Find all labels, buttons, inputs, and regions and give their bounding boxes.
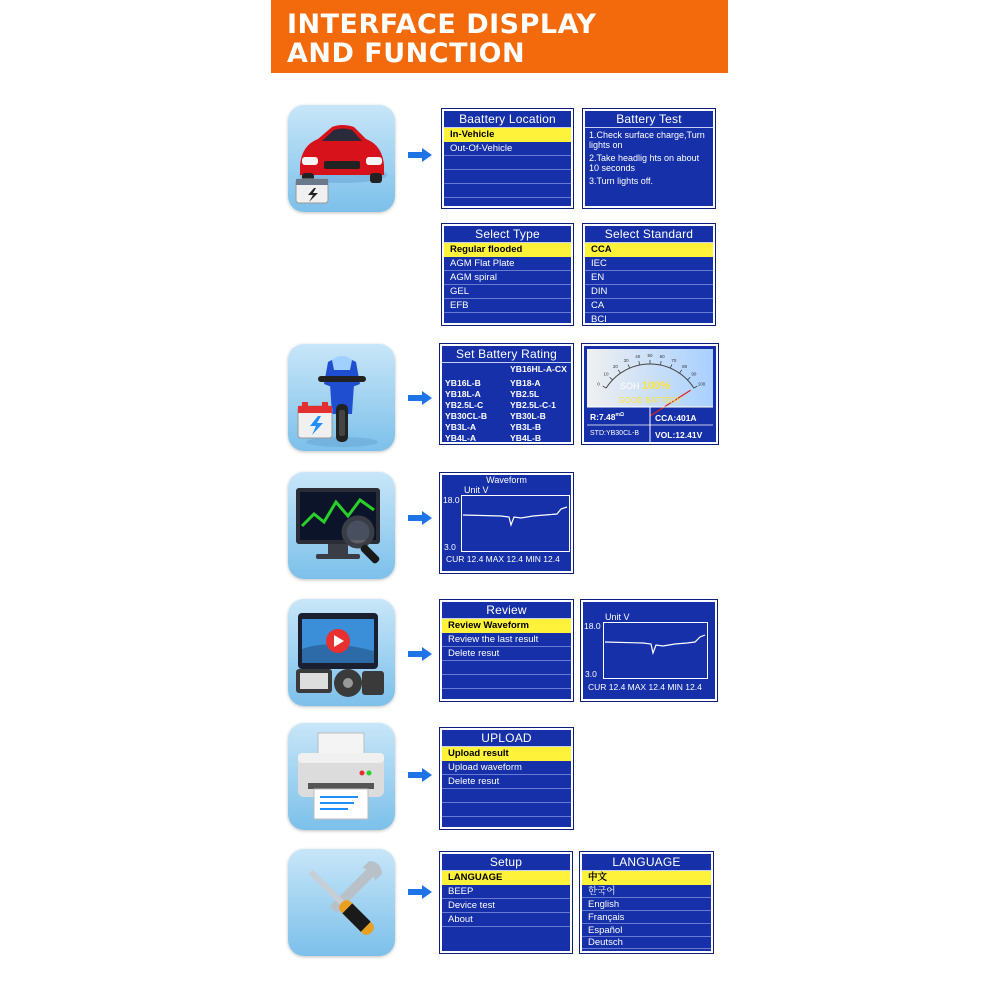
menu-item-empty bbox=[442, 675, 571, 689]
rating-option[interactable]: YB16L-B bbox=[445, 378, 481, 388]
gauge-tick-label: 90 bbox=[691, 371, 697, 377]
soh-value: 100% bbox=[642, 380, 671, 392]
screen-title: Setup bbox=[442, 854, 570, 871]
review-screen bbox=[440, 600, 573, 701]
screen-title: Battery Test bbox=[585, 111, 713, 128]
rating-option[interactable]: YB18-A bbox=[510, 378, 541, 388]
rating-option[interactable]: YB4L-A bbox=[445, 433, 477, 443]
wave-ymin-label: 3.0 bbox=[585, 669, 597, 679]
menu-item-in-vehicle[interactable]: In-Vehicle bbox=[444, 128, 571, 142]
arrow-right-icon bbox=[408, 885, 432, 899]
menu-item-type[interactable]: GEL bbox=[444, 285, 571, 299]
menu-item-out-of-vehicle[interactable]: Out-Of-Vehicle bbox=[444, 142, 571, 156]
wave-unit-label: Unit V bbox=[464, 485, 489, 495]
gauge-tick-label: 100 bbox=[697, 381, 706, 387]
menu-item-language[interactable]: LANGUAGE bbox=[442, 871, 570, 885]
menu-item-device-test[interactable]: Device test bbox=[442, 899, 570, 913]
test-result-screen bbox=[582, 344, 718, 444]
menu-item-empty bbox=[444, 170, 571, 184]
menu-item-empty bbox=[442, 661, 571, 675]
select-standard-screen bbox=[583, 224, 715, 325]
test-step-3: 3.Turn lights off. bbox=[589, 176, 654, 186]
gauge-tick-label: 0 bbox=[597, 381, 600, 387]
battery-location-screen bbox=[442, 109, 573, 208]
banner-title-line2: AND FUNCTION bbox=[287, 38, 526, 69]
menu-item-upload-result[interactable]: Upload result bbox=[442, 747, 571, 761]
rating-option[interactable]: YB30CL-B bbox=[445, 411, 488, 421]
menu-item-review-waveform[interactable]: Review Waveform bbox=[442, 619, 571, 633]
language-option[interactable]: Español bbox=[582, 924, 711, 937]
gauge-tick-label: 70 bbox=[671, 357, 677, 363]
menu-item-delete[interactable]: Delete resut bbox=[442, 775, 571, 789]
upload-screen bbox=[440, 728, 573, 829]
gauge-tick-label: 30 bbox=[623, 357, 629, 363]
arrow-right-icon bbox=[408, 391, 432, 405]
menu-item-standard[interactable]: BCI bbox=[585, 313, 713, 325]
resistance-unit: mΩ bbox=[615, 412, 624, 419]
rating-option[interactable]: YB2.5L-C bbox=[445, 400, 484, 410]
menu-item-delete[interactable]: Delete resut bbox=[442, 647, 571, 661]
test-step-2: 2.Take headlig hts on about 10 seconds bbox=[589, 153, 700, 173]
soh-gauge bbox=[584, 346, 716, 442]
cca-value: CCA:401A bbox=[655, 413, 697, 423]
menu-item-type[interactable]: EFB bbox=[444, 299, 571, 313]
language-option[interactable]: Deutsch bbox=[582, 937, 711, 949]
voltage-value: VOL:12.41V bbox=[655, 430, 703, 440]
menu-item-type[interactable]: AGM Flat Plate bbox=[444, 257, 571, 271]
menu-item-type[interactable]: AGM spiral bbox=[444, 271, 571, 285]
menu-item-type[interactable]: Regular flooded bbox=[444, 243, 571, 257]
gauge-tick-label: 20 bbox=[612, 363, 618, 369]
car-battery-icon bbox=[288, 105, 395, 212]
rating-option[interactable]: YB18L-A bbox=[445, 389, 481, 399]
wave-footer: CUR 12.4 MAX 12.4 MIN 12.4 bbox=[446, 554, 560, 564]
menu-item-empty bbox=[444, 156, 571, 170]
test-step-1: 1.Check surface charge,Turn lights on bbox=[589, 130, 705, 150]
menu-item-upload-waveform[interactable]: Upload waveform bbox=[442, 761, 571, 775]
monitor-magnifier-icon bbox=[288, 472, 395, 579]
battery-status: GOOD BATTERY bbox=[618, 396, 682, 405]
rating-option[interactable]: YB3L-A bbox=[445, 422, 477, 432]
wave-unit-label: Unit V bbox=[605, 612, 630, 622]
menu-item-standard[interactable]: CA bbox=[585, 299, 713, 313]
screen-title: UPLOAD bbox=[442, 730, 571, 747]
menu-item-about[interactable]: About bbox=[442, 913, 570, 927]
screen-title: Select Standard bbox=[585, 226, 713, 243]
review-waveform-screen bbox=[581, 600, 717, 701]
screwdriver-wrench-icon bbox=[288, 849, 395, 956]
gauge-tick-label: 60 bbox=[659, 354, 665, 360]
printer-icon bbox=[288, 723, 395, 830]
rating-option[interactable]: YB16HL-A-CX bbox=[510, 364, 567, 374]
language-option[interactable]: 한국어 bbox=[582, 885, 711, 898]
motorcycle-battery-icon bbox=[288, 344, 395, 451]
rating-option[interactable]: YB30L-B bbox=[510, 411, 546, 421]
menu-item-review-last[interactable]: Review the last result bbox=[442, 633, 571, 647]
video-film-icon bbox=[288, 599, 395, 706]
rating-option[interactable]: YB2.5L-C-1 bbox=[510, 400, 556, 410]
arrow-right-icon bbox=[408, 148, 432, 162]
waveform-screen bbox=[440, 473, 573, 573]
waveform-plot bbox=[461, 495, 571, 553]
rating-option[interactable]: YB4L-B bbox=[510, 433, 542, 443]
screen-title: Baattery Location bbox=[444, 111, 571, 128]
screen-title: Select Type bbox=[444, 226, 571, 243]
arrow-right-icon bbox=[408, 768, 432, 782]
setup-screen bbox=[440, 852, 572, 953]
arrow-right-icon bbox=[408, 647, 432, 661]
resistance-value: R:7.48 bbox=[590, 412, 616, 422]
menu-item-standard[interactable]: IEC bbox=[585, 257, 713, 271]
battery-test-screen bbox=[583, 109, 715, 208]
wave-footer: CUR 12.4 MAX 12.4 MIN 12.4 bbox=[588, 682, 702, 692]
rating-option[interactable]: YB3L-B bbox=[510, 422, 542, 432]
screen-title: LANGUAGE bbox=[582, 854, 711, 871]
select-type-screen bbox=[442, 224, 573, 325]
waveform-plot bbox=[603, 622, 709, 680]
menu-item-empty bbox=[442, 803, 571, 817]
arrow-right-icon bbox=[408, 511, 432, 525]
standard-value: STD:YB30CL-B bbox=[590, 430, 640, 437]
language-option[interactable]: 中文 bbox=[582, 871, 711, 885]
soh-label: SOH bbox=[620, 381, 640, 391]
gauge-tick-label: 40 bbox=[635, 354, 641, 360]
menu-item-beep[interactable]: BEEP bbox=[442, 885, 570, 899]
language-option[interactable]: English bbox=[582, 898, 711, 911]
gauge-tick-label: 50 bbox=[647, 353, 653, 358]
wave-ymax-label: 18.0 bbox=[584, 621, 601, 631]
wave-ymin-label: 3.0 bbox=[444, 542, 456, 552]
menu-item-standard[interactable]: CCA bbox=[585, 243, 713, 257]
menu-item-standard[interactable]: DIN bbox=[585, 285, 713, 299]
language-option[interactable]: Français bbox=[582, 911, 711, 924]
rating-option[interactable]: YB2.5L bbox=[510, 389, 540, 399]
language-screen bbox=[580, 852, 713, 953]
screen-title: Waveform bbox=[486, 475, 527, 485]
gauge-tick-label: 80 bbox=[682, 363, 688, 369]
wave-ymax-label: 18.0 bbox=[443, 495, 460, 505]
screen-title: Review bbox=[442, 602, 571, 619]
set-battery-rating-screen bbox=[440, 344, 573, 444]
banner-title-line1: INTERFACE DISPLAY bbox=[287, 9, 597, 40]
header-banner bbox=[271, 0, 728, 73]
screen-title: Set Battery Rating bbox=[442, 346, 571, 363]
gauge-tick-label: 10 bbox=[603, 371, 609, 377]
menu-item-empty bbox=[444, 184, 571, 198]
menu-item-empty bbox=[442, 789, 571, 803]
menu-item-standard[interactable]: EN bbox=[585, 271, 713, 285]
